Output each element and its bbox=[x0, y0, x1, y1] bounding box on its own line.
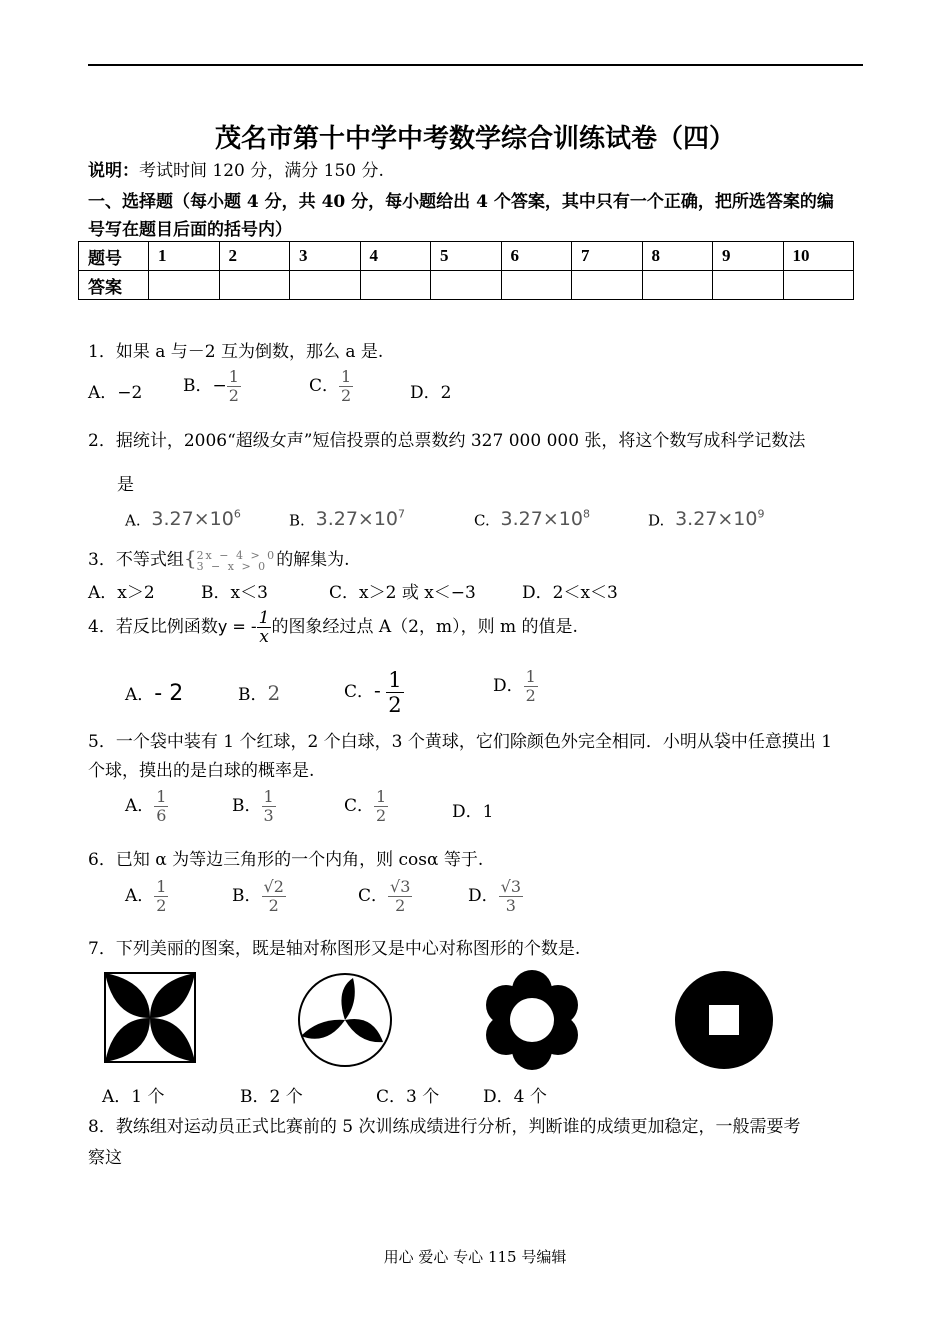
q7-stem: 7．下列美丽的图案，既是轴对称图形又是中心对称图形的个数是. bbox=[88, 939, 581, 959]
q3-option-a: A．x＞2 bbox=[88, 583, 155, 603]
pattern-coin bbox=[674, 970, 774, 1070]
q7-option-d: D．4 个 bbox=[483, 1087, 547, 1107]
table-cell: 4 bbox=[360, 242, 431, 271]
q6-option-b: B． $\frac{√2}{2}$ bbox=[232, 877, 284, 915]
page-title: 茂名市第十中学中考数学综合训练试卷（四） bbox=[214, 124, 735, 154]
table-cell: 10 bbox=[783, 242, 854, 271]
table-cell: 6 bbox=[501, 242, 572, 271]
q4-option-d: D． $\frac{1}{2}$ bbox=[493, 667, 536, 705]
q5-stem-cont: 个球，摸出的是白球的概率是. bbox=[88, 761, 315, 781]
q6-stem: 6．已知 α 为等边三角形的一个内角，则 cosα 等于. bbox=[88, 850, 484, 870]
table-cell: 题号 bbox=[79, 242, 149, 271]
q4-stem: 4．若反比例函数y = - $\frac{1}{x}$ 的图象经过点 A（2，m），则 m 的值是. bbox=[88, 608, 578, 647]
answer-cell[interactable] bbox=[501, 271, 572, 300]
pattern-circle-three-blades bbox=[297, 972, 393, 1068]
q5-option-b: B． $\frac{1}{3}$ bbox=[232, 787, 274, 825]
q4-option-a: A．- 2 bbox=[125, 681, 184, 706]
q5-stem: 5．一个袋中装有 1 个红球，2 个白球，3 个黄球，它们除颜色外完全相同．小明从袋中任意摸出 1 bbox=[88, 732, 833, 752]
exam-note bbox=[88, 156, 384, 181]
q1-option-d: D．2 bbox=[410, 383, 452, 403]
answer-cell[interactable] bbox=[642, 271, 713, 300]
table-cell: 3 bbox=[290, 242, 361, 271]
answer-table-header-row bbox=[79, 242, 854, 271]
answer-cell[interactable] bbox=[572, 271, 643, 300]
q6-option-a: A． $\frac{1}{2}$ bbox=[125, 877, 167, 915]
q2-option-c: C. $3.27\times 10^8$ bbox=[474, 508, 590, 531]
q2-option-b: B. $3.27\times 10^7$ bbox=[289, 508, 406, 531]
answer-cell[interactable] bbox=[431, 271, 502, 300]
q2-stem: 2．据统计，2006“超级女声”短信投票的总票数约 327 000 000 张，将这个数写成科学记数法 bbox=[88, 431, 806, 451]
q1-option-c: C． $\frac{1}{2}$ bbox=[309, 367, 352, 405]
q5-option-a: A． $\frac{1}{6}$ bbox=[125, 787, 167, 825]
table-cell: 9 bbox=[713, 242, 784, 271]
q7-option-b: B．2 个 bbox=[240, 1087, 303, 1107]
answer-cell[interactable] bbox=[360, 271, 431, 300]
table-cell: 8 bbox=[642, 242, 713, 271]
pattern-square-four-petals bbox=[104, 972, 196, 1064]
q2-option-a: A. $3.27\times 10^6$ bbox=[125, 508, 241, 531]
note-label: 说明： bbox=[88, 161, 139, 181]
header-rule bbox=[88, 64, 863, 66]
answer-table bbox=[78, 241, 854, 300]
inequality-system: 2x − 4 > 0 3 − x > 0 bbox=[196, 548, 277, 573]
q7-option-a: A．1 个 bbox=[102, 1087, 165, 1107]
q1-option-a: A．−2 bbox=[88, 383, 143, 403]
q1-stem: 1．如果 a 与－2 互为倒数，那么 a 是. bbox=[88, 342, 384, 362]
q7-option-c: C．3 个 bbox=[376, 1087, 440, 1107]
q6-option-c: C． $\frac{√3}{2}$ bbox=[358, 877, 411, 915]
q1-option-b: B．− $\frac{1}{2}$ bbox=[183, 367, 239, 405]
q5-option-d: D．1 bbox=[452, 802, 494, 822]
table-cell: 1 bbox=[149, 242, 220, 271]
answer-cell[interactable] bbox=[783, 271, 854, 300]
section1-heading: 一、选择题（每小题 4 分，共 40 分，每小题给出 4 个答案，其中只有一个正确，把所选答案的编 bbox=[88, 192, 834, 212]
section1-heading-cont: 号写在题目后面的括号内） bbox=[88, 220, 292, 240]
answer-cell[interactable] bbox=[219, 271, 290, 300]
q4-option-c: C．- $\frac{1}{2}$ bbox=[344, 668, 402, 717]
table-cell: 5 bbox=[431, 242, 502, 271]
q3-option-b: B．x＜3 bbox=[201, 583, 268, 603]
page-footer: 用心 爱心 专心 115 号编辑 bbox=[383, 1248, 567, 1266]
q3-stem: 3．不等式组{ 2x − 4 > 0 3 − x > 0 的解集为. bbox=[88, 546, 350, 573]
answer-cell[interactable] bbox=[290, 271, 361, 300]
table-cell: 7 bbox=[572, 242, 643, 271]
answer-table-answer-row bbox=[79, 271, 854, 300]
q2-option-d: D. $3.27\times 10^9$ bbox=[648, 508, 765, 531]
q2-stem-cont: 是 bbox=[117, 475, 134, 495]
q6-option-d: D． $\frac{√3}{3}$ bbox=[468, 877, 522, 915]
q8-stem: 8．教练组对运动员正式比赛前的 5 次训练成绩进行分析，判断谁的成绩更加稳定，一般需要考 bbox=[88, 1117, 801, 1137]
answer-cell[interactable] bbox=[713, 271, 784, 300]
q3-option-d: D．2＜x＜3 bbox=[522, 583, 618, 603]
q3-option-c: C．x＞2 或 x＜−3 bbox=[329, 583, 476, 603]
q5-option-c: C． $\frac{1}{2}$ bbox=[344, 787, 387, 825]
note-text: 考试时间 120 分，满分 150 分. bbox=[139, 161, 384, 181]
q4-option-b: B．2 bbox=[238, 681, 281, 705]
q8-stem-cont: 察这 bbox=[88, 1148, 122, 1168]
answer-cell[interactable] bbox=[149, 271, 220, 300]
table-cell: 2 bbox=[219, 242, 290, 271]
pattern-flower bbox=[482, 970, 582, 1070]
table-cell: 答案 bbox=[79, 271, 149, 300]
